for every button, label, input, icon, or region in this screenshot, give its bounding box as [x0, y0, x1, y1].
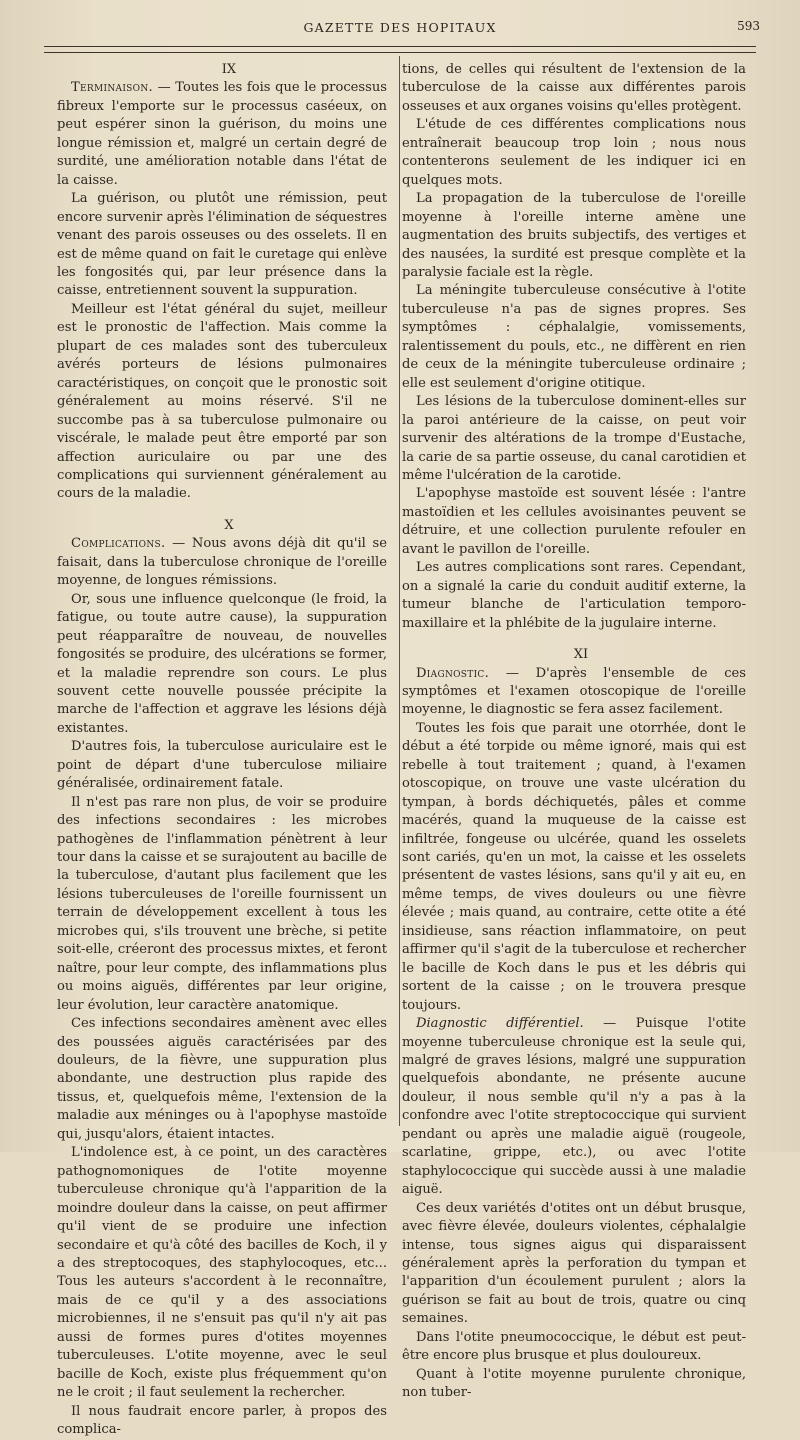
header-rule-bottom: [44, 52, 756, 53]
paragraph-diagnostic-differentiel: [402, 1015, 746, 1200]
right-column: [402, 61, 746, 1403]
paragraph-text: — Puisque l'otite moyenne tuberculeuse chronique est la seule qui, malgré de graves lésions, malgré une suppuration quelquefois abondante, ne présente aucune douleur, il nous semble qu'il n'y a pas à la confondre avec l'otite streptococcique qui survient pendant ou après une maladie aiguë (rougeole, scarlatine, grippe, etc.), ou avec l'otite staphylococcique qui succède aussi à une maladie aiguë.: [402, 1016, 746, 1198]
paragraph: D'autres fois, la tuberculose auriculaire est le point de départ d'une tuberculose miliaire généralisée, ordinairement fatale.: [57, 739, 387, 792]
paragraph-complications: [57, 535, 387, 590]
run-in-heading-terminaison: Terminaison.: [71, 80, 153, 96]
column-divider: [399, 56, 400, 1126]
paragraph: La propagation de la tuberculose de l'oreille moyenne à l'oreille interne amène une augmentation des bruits subjectifs, des vertiges et des nausées, la surdité est presque complète et la paralysie faciale est la règle.: [402, 191, 746, 280]
run-in-heading-diagnostic: Diagnostic.: [416, 665, 490, 681]
paragraph-text: — D'après l'ensemble de ces symptômes et l'examen otoscopique de l'oreille moyenne, le diagnostic se fera assez facilement.: [402, 665, 746, 718]
paragraph: Meilleur est l'état général du sujet, meilleur est le pronostic de l'affection. Mais comme la plupart de ces malades sont des tuberculeux avérés porteurs de lésions pulmonaires caractéristiques, on conçoit que le pronostic soit généralement au moins réservé. S'il ne succombe pas à sa tuberculose pulmonaire ou viscérale, le malade peut être emporté par son affection auriculaire ou par une des complications qui surviennent généralement au cours de la maladie.: [57, 301, 387, 502]
paragraph-terminaison: [57, 79, 387, 190]
paragraph: Or, sous une influence quelconque (le froid, la fatigue, ou toute autre cause), la suppuration peut réapparaître de nouveau, de nouvelles fongosités se produire, des ulcérations se former, et la maladie reprendre son cours. Le plus souvent cette nouvelle poussée précipite la marche de l'affection et aggrave les lésions déjà existantes.: [57, 591, 387, 736]
paragraph-diagnostic: [402, 665, 746, 720]
paragraph: Ces infections secondaires amènent avec elles des poussées aiguës caractérisées par des douleurs, de la fièvre, une suppuration plus abondante, une destruction plus rapide des tissus, et, quelquefois même, l'extension de la maladie aux méninges ou à l'apophyse mastoïde qui, jusqu'alors, étaient intactes.: [57, 1016, 387, 1142]
paragraph-continued: tions, de celles qui résultent de l'extension de la tuberculose de la caisse aux différentes parois osseuses et aux organes voisins qu'elles protègent.: [402, 62, 746, 114]
paragraph: Dans l'otite pneumococcique, le début est peut-être encore plus brusque et plus douloureux.: [402, 1329, 746, 1364]
section-heading-ix: IX: [221, 62, 237, 77]
paragraph: Toutes les fois que parait une otorrhée, dont le début a été torpide ou même ignoré, mais qui est rebelle à tout traitement ; quand, à l'examen otoscopique, on trouve une vaste ulcération du tympan, à bords déchiquetés, pâles et comme macérés, quand la muqueuse de la caisse est infiltrée, fongeuse ou ulcérée, quand les osselets sont cariés, qu'en un mot, la caisse et les osselets présentent de vastes lésions, sans qu'il y ait eu, en même temps, de vives douleurs ou une fièvre élevée ; mais quand, au contraire, cette otite a été insidieuse, sans réaction inflammatoire, on peut affirmer qu'il s'agit de la tuberculose et rechercher le bacille de Koch dans le pus et les débris qui sortent de la caisse ; on le trouvera presque toujours.: [402, 720, 746, 1013]
run-in-heading-diagnostic-differentiel: Diagnostic différentiel.: [416, 1016, 584, 1032]
paragraph: L'étude de ces différentes complications nous entraînerait beaucoup trop loin ; nous nous contenterons seulement de les indiquer ici en quelques mots.: [402, 117, 746, 188]
paragraph: La méningite tuberculeuse consécutive à l'otite tuberculeuse n'a pas de signes propres. Ses symptômes : céphalalgie, vomissements, ralentissement du pouls, etc., ne diffèrent en rien de ceux de la méningite tuberculeuse ordinaire ; elle est seulement d'origine otitique.: [402, 283, 746, 391]
section-heading-x: X: [224, 517, 234, 533]
paragraph: Ces deux variétés d'otites ont un début brusque, avec fièvre élevée, douleurs violentes, céphalalgie intense, tous signes aigus qui disparaissent généralement après la perforation du tympan et l'apparition d'un écoulement purulent ; alors la guérison se fait au bout de trois, quatre ou cinq semaines.: [402, 1200, 746, 1327]
paragraph-text: — Nous avons déjà dit qu'il se faisait, dans la tuberculose chronique de l'oreille moyenne, de longues rémissions.: [57, 536, 387, 589]
paragraph: La guérison, ou plutôt une rémission, peut encore survenir après l'élimination de séquestres venant des parois osseuses ou des osselets. Il en est de même quand on fait le curetage qui enlève les fongosités qui, par leur présence dans la caisse, entretiennent souvent la suppuration.: [57, 191, 387, 299]
header-rule-top: [44, 46, 756, 47]
paragraph: Quant à l'otite moyenne purulente chronique, non tuber-: [402, 1366, 746, 1401]
paragraph: Les autres complications sont rares. Cependant, on a signalé la carie du conduit auditif externe, la tumeur blanche de l'articulation temporo-maxillaire et la phlébite de la jugulaire interne.: [402, 560, 746, 631]
paragraph: Il nous faudrait encore parler, à propos des complica-: [57, 1403, 387, 1438]
journal-title: GAZETTE DES HOPITAUX: [303, 20, 497, 35]
left-column: [57, 61, 387, 1440]
paragraph-text: — Toutes les fois que le processus fibreux l'emporte sur le processus caséeux, on peut espérer sinon la guérison, du moins une longue rémission et, malgré un certain degré de surdité, une amélioration notable dans l'état de la caisse.: [57, 80, 387, 188]
page-number: 593: [737, 19, 760, 33]
paragraph: L'apophyse mastoïde est souvent lésée : l'antre mastoïdien et les cellules avoisinantes peuvent se détruire, et une collection purulente refouler en avant le pavillon de l'oreille.: [402, 486, 746, 557]
section-heading-xi: XI: [573, 647, 589, 663]
paragraph: Il n'est pas rare non plus, de voir se produire des infections secondaires : les microbes pathogènes de l'inflammation pénètrent à leur tour dans la caisse et se surajoutent au bacille de la tuberculose, d'autant plus facilement que les lésions tuberculeuses de l'oreille fournissent un terrain de développement excellent à tous les microbes qui, s'ils trouvent une brèche, si petite soit-elle, créeront des processus mixtes, et feront naître, pour leur compte, des inflammations plus ou moins aiguës, différentes par leur origine, leur évolution, leur caractère anatomique.: [57, 794, 387, 1013]
paragraph: L'indolence est, à ce point, un des caractères pathognomoniques de l'otite moyenne tuberculeuse chronique qu'à l'apparition de la moindre douleur dans la caisse, on peut affirmer qu'il vient de se produire une infection secondaire et qu'à côté des bacilles de Koch, il y a des streptocoques, des staphylocoques, etc... Tous les auteurs s'accordent à le reconnaître, mais de ce qu'il y a des associations microbiennes, il ne s'ensuit pas qu'il n'y ait pas aussi de formes pures d'otites moyennes tuberculeuses. L'otite moyenne, avec le seul bacille de Koch, existe plus fréquemment qu'on ne le croit ; il faut seulement la rechercher.: [57, 1145, 387, 1401]
run-in-heading-complications: Complications.: [71, 536, 166, 552]
page-header: [40, 20, 760, 42]
paragraph: Les lésions de la tuberculose dominent-elles sur la paroi antérieure de la caisse, on peut voir survenir des altérations de la trompe d'Eustache, la carie de sa partie osseuse, du canal carotidien et même l'ulcération de la carotide.: [402, 394, 746, 483]
